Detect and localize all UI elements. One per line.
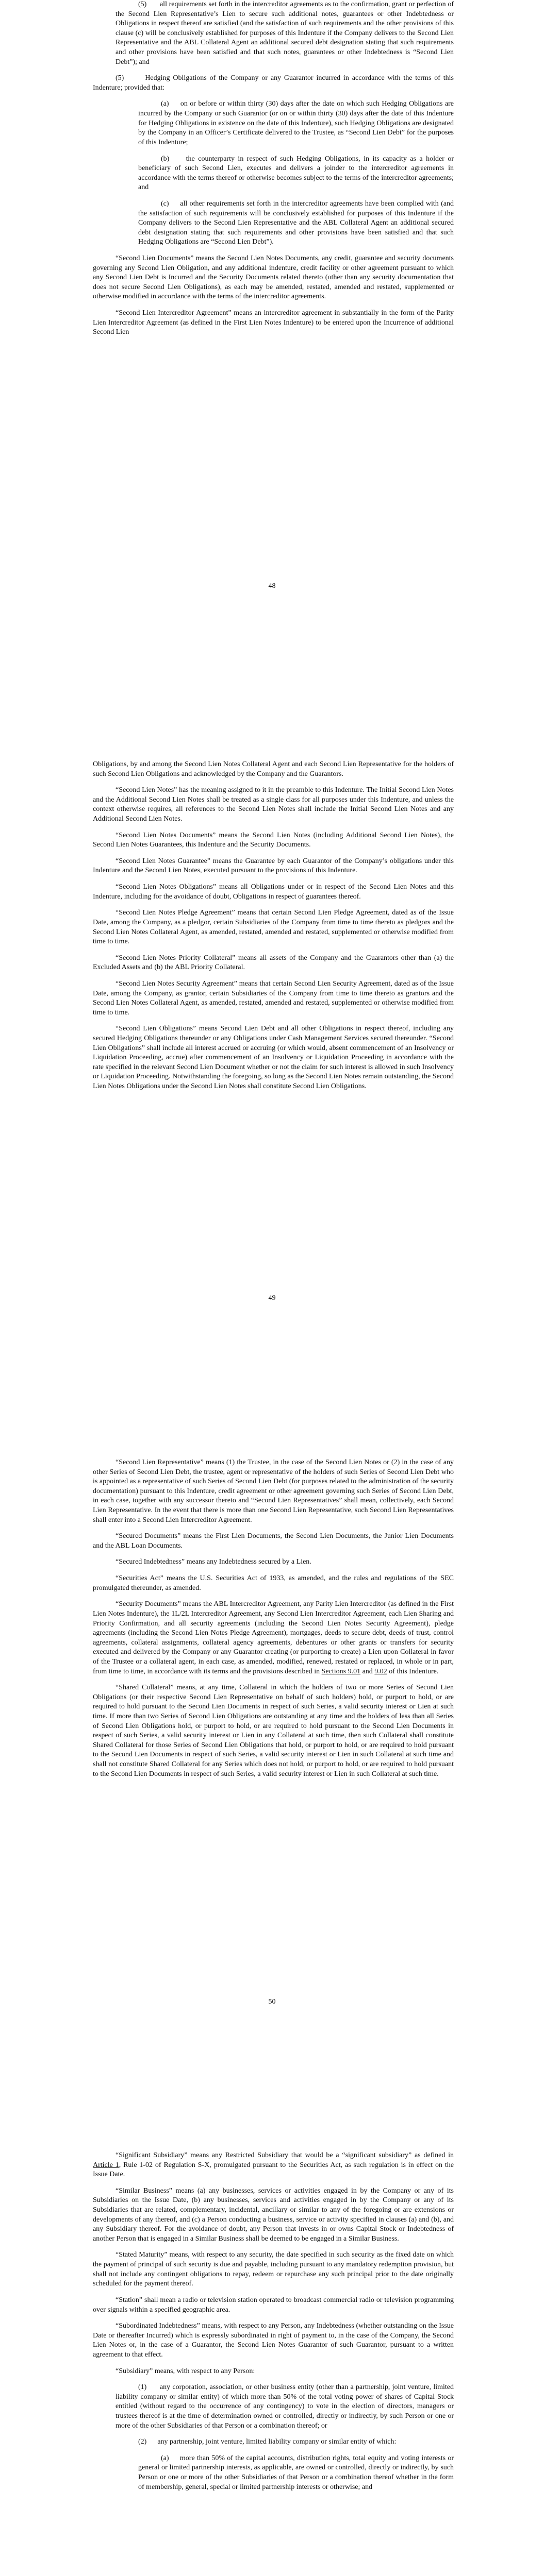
paragraph: (a) on or before or within thirty (30) days after the date on which such Hedging Obligations are incurred by the Company or such Guarantor (or on or within thirty (30) days after the date of this Indenture for Hedging Obligations in existence on the date of this Indenture), such Hedging Obligations are designated by the Company in an Officer’s Certificate delivered to the Trustee, as “Second Lien Debt” for the purposes of this Indenture; [138,100,454,146]
page-body [93,2151,454,2499]
page-body [93,1458,454,1786]
paragraph-text: and [360,1667,375,1675]
definition-paragraph: “Second Lien Notes Pledge Agreement” means that certain Second Lien Pledge Agreement, dated as of the Issue Date, among the Company, as a pledgor, certain Subsidiaries of the Company from time to time thereto as pledgors and the Second Lien Notes Collateral Agent, as amended, restated, amended and restated, supplemented or otherwise modified from time to time. [93,909,454,946]
paragraph: (5) all requirements set forth in the intercreditor agreements as to the confirmation, grant or perfection of the Second Lien Representative’s Lien to secure such additional notes, guarantees or other Indebtedness or Obligations in respect thereof are satisfied (and the satisfaction of such requirements and the other provisions of this clause (c) will be conclusively established for purposes of this Indenture if the Company delivers to the Second Lien Representative and the ABL Collateral Agent an additional secured debt designation stating that such requirements and other provisions have been satisfied and that such notes, guarantees or other Indebtedness is “Second Lien Debt”); and [116,1,454,66]
paragraph: (1) any corporation, association, or other business entity (other than a partnership, joint venture, limited liability company or similar entity) of which more than 50% of the total voting power of shares of Capital Stock entitled (without regard to the occurrence of any contingency) to vote in the election of directors, managers or trustees thereof is at the time of determination owned or controlled, directly or indirectly, by such Person or one or more of the other Subsidiaries of that Person or a combination thereof; or [116,2383,454,2430]
paragraph-text: of this Indenture. [387,1667,439,1675]
paragraph: (5) Hedging Obligations of the Company or any Guarantor incurred in accordance with the terms of this Indenture; provided that: [93,74,454,92]
definition-paragraph: “Second Lien Intercreditor Agreement” means an intercreditor agreement in substantially in the form of the Parity Lien Intercreditor Agreement (as defined in the First Lien Notes Indenture) to be entered upon the Incurrence of additional Second Lien [93,309,454,336]
paragraph-text: , Rule 1-02 of Regulation S-X, promulgated pursuant to the Securities Act, as such regulation is in effect on the Issue Date. [93,2161,454,2179]
paragraph: Obligations, by and among the Second Lien Notes Collateral Agent and each Second Lien Representative for the holders of such Second Lien Obligations and acknowledged by the Company and the Guarantors. [93,760,454,778]
definition-paragraph: “Second Lien Notes” has the meaning assigned to it in the preamble to this Indenture. The Initial Second Lien Notes and the Additional Second Lien Notes shall be treated as a single class for all purposes under this Indenture, and unless the context otherwise requires, all references to the Second Lien Notes shall include the Initial Second Lien Notes and any Additional Second Lien Notes. [93,786,454,823]
definition-paragraph: “Second Lien Notes Documents” means the Second Lien Notes (including Additional Second Lien Notes), the Second Lien Notes Guarantees, this Indenture and the Security Documents. [93,831,454,849]
definition-paragraph: “Second Lien Documents” means the Second Lien Notes Documents, any credit, guarantee and security documents governing any Second Lien Obligation, and any additional indenture, credit facility or other agreement pursuant to which any Second Lien Debt is Incurred and the Security Documents related thereto (other than any security documentation that does not secure Second Lien Obligations), as each may be amended, restated, amended and restated, supplemented or otherwise modified in accordance with the terms of the intercreditor agreements. [93,255,454,301]
page-number: 50 [268,1998,276,2006]
definition-paragraph: “Second Lien Notes Guarantee” means the Guarantee by each Guarantor of the Company’s obligations under this Indenture and the Second Lien Notes, executed pursuant to the provisions of this Indenture. [93,857,454,875]
paragraph: (b) the counterparty in respect of such Hedging Obligations, in its capacity as a holder or beneficiary of such Second Lien, executes and delivers a joinder to the intercreditor agreements in accordance with the terms thereof or otherwise becomes subject to the terms of the intercreditor agreements; and [138,155,454,192]
section-reference-link[interactable]: 9.02 [374,1667,387,1675]
document-page-50 [0,1406,544,2110]
definition-paragraph [93,1600,454,1676]
definition-paragraph: “Similar Business” means (a) any businesses, services or activities engaged in by the Company or any of its Subsidiaries on the Issue Date, (b) any businesses, services and activities engaged in by the Company or any of its Subsidiaries that are related, complementary, incidental, ancillary or similar to any of the foregoing or are extensions or developments of any thereof, and (c) a Person conducting a business, service or activity specified in clauses (a) and (b), and any Subsidiary thereof. For the avoidance of doubt, any Person that invests in or owns Capital Stock or Indebtedness of another Person that is engaged in a Similar Business shall be deemed to be engaged in a Similar Business. [93,2187,454,2243]
page-number: 48 [268,582,276,590]
definition-paragraph: “Subsidiary” means, with respect to any Person: [116,2367,255,2375]
paragraph: (2) any partnership, joint venture, limited liability company or similar entity of which: [138,2438,397,2446]
paragraph-text: “Significant Subsidiary” means any Restricted Subsidiary that would be a “significant subsidiary” as defined in [116,2151,454,2159]
definition-paragraph: “Station” shall mean a radio or television station operated to broadcast commercial radio or television programming over signals within a specified geographic area. [93,2296,454,2314]
page-body [93,760,454,1098]
definition-paragraph: “Second Lien Notes Obligations” means all Obligations under or in respect of the Second Lien Notes and this Indenture, including for the avoidance of doubt, Obligations in respect of guarantees thereof. [93,883,454,901]
page-body [93,0,454,344]
paragraph-text: “Security Documents” means the ABL Intercreditor Agreement, any Parity Lien Intercreditor (as defined in the First Lien Notes Indenture), the 1L/2L Intercreditor Agreement, any Second Lien Intercreditor Agreement, each Lien Sharing and Priority Confirmation, and all security agreements (including the Second Lien Notes Security Agreement), pledge agreements (including the Second Lien Notes Pledge Agreement), mortgages, deeds to secure debt, deeds of trust, control agreements, collateral assignments, collateral agency agreements, debentures or other grants or transfers for security executed and delivered by the Company or any Guarantor creating (or purporting to create) a Lien upon Collateral in favor of the Trustee or a collateral agent, in each case, as amended, modified, renewed, restated or replaced, in whole or in part, from time to time, in accordance with its terms and the provisions described in [93,1600,454,1675]
page-number: 49 [268,1294,276,1302]
definition-paragraph: “Securities Act” means the U.S. Securities Act of 1933, as amended, and the rules and regulations of the SEC promulgated thereunder, as amended. [93,1574,454,1592]
definition-paragraph: “Second Lien Obligations” means Second Lien Debt and all other Obligations in respect thereof, including any secured Hedging Obligations thereunder or any Obligations under Cash Management Services secured thereunder. “Second Lien Obligations” shall include all interest accrued or accruing (or which would, absent commencement of an Insolvency or Liquidation Proceeding, accrue) after commencement of an Insolvency or Liquidation Proceeding in accordance with the rate specified in the relevant Second Lien Document whether or not the claim for such interest is allowed in such Insolvency or Liquidation Proceeding. Notwithstanding the foregoing, so long as the Second Lien Notes remain outstanding, the Second Lien Notes Obligations under the Second Lien Notes shall constitute Second Lien Obligations. [93,1025,454,1091]
definition-paragraph: “Second Lien Representative” means (1) the Trustee, in the case of the Second Lien Notes or (2) in the case of any other Series of Second Lien Debt, the trustee, agent or representative of the holders of such Series of Second Lien Debt who is appointed as a representative of such Series of Second Lien Debt (for purposes related to the administration of the security documentation) pursuant to this Indenture, credit agreement or other agreement governing such Series of Second Lien Debt, in each case, together with any successor thereto and “Second Lien Representatives” shall mean, collectively, each Second Lien Representative. In the event that there is more than one Second Lien Representative, such Second Lien Representatives shall enter into a Second Lien Intercreditor Agreement. [93,1459,454,1524]
definition-paragraph: “Second Lien Notes Security Agreement” means that certain Second Lien Security Agreement, dated as of the Issue Date, among the Company, as grantor, certain Subsidiaries of the Company from time to time thereto as grantors and the Second Lien Notes Collateral Agent, as amended, restated, amended and restated, supplemented or otherwise modified from time to time. [93,979,454,1016]
paragraph: (c) all other requirements set forth in the intercreditor agreements have been complied with (and the satisfaction of such requirements will be conclusively established for purposes of this Indenture if the Company delivers to the Second Lien Representative and the ABL Collateral Agent an additional secured debt designation stating that such requirements and other provisions have been satisfied and that such Hedging Obligations are “Second Lien Debt”). [138,199,454,246]
definition-paragraph: “Secured Indebtedness” means any Indebtedness secured by a Lien. [116,1558,311,1566]
document-page-49 [0,703,544,1406]
document-page-51 [0,2110,544,2576]
definition-paragraph: “Subordinated Indebtedness” means, with respect to any Person, any Indebtedness (whether outstanding on the Issue Date or thereafter Incurred) which is expressly subordinated in right of payment to, in the case of the Company, the Second Lien Notes or, in the case of a Guarantor, the Second Lien Notes Guarantor of such Guarantor, pursuant to a written agreement to that effect. [93,2322,454,2359]
definition-paragraph: “Second Lien Notes Priority Collateral” means all assets of the Company and the Guarantors other than (a) the Excluded Assets and (b) the ABL Priority Collateral. [93,954,454,972]
definition-paragraph: “Shared Collateral” means, at any time, Collateral in which the holders of two or more Series of Second Lien Obligations (or their respective Second Lien Representative on behalf of such holders) hold, or purport to hold, or are required to hold pursuant to the Second Lien Documents in respect of such Series, a valid security interest or Lien at such time. If more than two Series of Second Lien Obligations are outstanding at any time and the holders of less than all Series of Second Lien Obligations hold, or purport to hold, or are required to hold pursuant to the Second Lien Documents in respect of such Series, a valid security interest or Lien in any Collateral at such time, then such Collateral shall constitute Shared Collateral for those Series of Second Lien Obligations that hold, or purport to hold, or are required to hold pursuant to the Second Lien Documents in respect of such Series, a valid security interest or Lien in such Collateral at such time and shall not constitute Shared Collateral for any Series which does not hold, or purport to hold, or are required to hold pursuant to the Second Lien Documents in respect of such Series, a valid security interest or Lien in such Collateral at such time. [93,1684,454,1778]
definition-paragraph: “Secured Documents” means the First Lien Documents, the Second Lien Documents, the Junior Lien Documents and the ABL Loan Documents. [93,1532,454,1550]
section-reference-link[interactable]: Sections 9.01 [321,1667,361,1675]
document-page-48 [0,0,544,703]
article-reference-link[interactable]: Article 1 [93,2161,119,2169]
paragraph: (a) more than 50% of the capital accounts, distribution rights, total equity and voting interests or general or limited partnership interests, as applicable, are owned or controlled, directly or indirectly, by such Person or one or more of the other Subsidiaries of that Person or a combination thereof whether in the form of membership, general, special or limited partnership interests or otherwise; and [138,2454,454,2491]
definition-paragraph [93,2151,454,2180]
definition-paragraph: “Stated Maturity” means, with respect to any security, the date specified in such security as the fixed date on which the payment of principal of such security is due and payable, including pursuant to any mandatory redemption provision, but shall not include any contingent obligations to repay, redeem or repurchase any such principal prior to the date originally scheduled for the payment thereof. [93,2251,454,2288]
